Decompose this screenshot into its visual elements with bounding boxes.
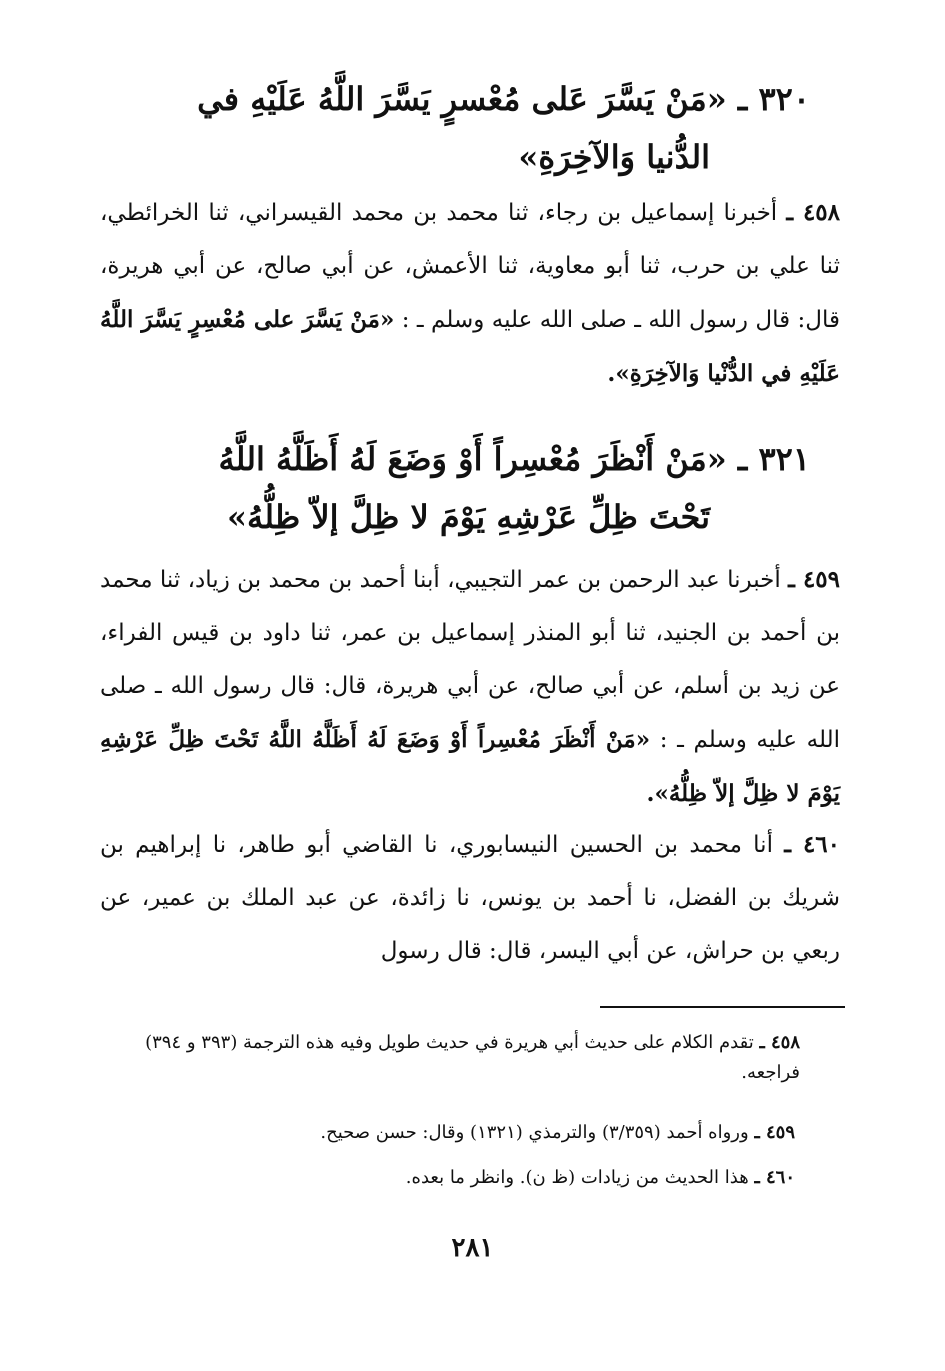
footnote-text: ورواه أحمد (٣/٣٥٩) والترمذي (١٣٢١) وقال: حسن صحيح.	[320, 1122, 749, 1143]
hadith-458	[100, 186, 840, 401]
heading-line	[170, 70, 810, 128]
hadith-number: ٤٥٩ ـ	[788, 566, 840, 593]
heading-line: تَحْتَ ظِلِّ عَرْشِهِ يَوْمَ لا ظِلَّ إلاّ ظِلُّهُ»	[227, 498, 710, 536]
heading-line: الدُّنيا وَالآخِرَةِ»	[518, 138, 710, 176]
section-number: ٣٢١ ـ	[737, 440, 810, 478]
heading-text: «مَنْ أَنْظَرَ مُعْسِراً أَوْ وَضَعَ لَهُ أَظَلَّهُ اللَّهُ	[218, 440, 727, 478]
hadith-text: أنا محمد بن الحسين النيسابوري، نا القاضي أبو طاهر، نا إبراهيم بن شريك بن الفضل، نا أحمد بن يونس، نا زائدة، عن عبد الملك بن عمير، عن ربعي بن حراش، عن أبي اليسر، قال: قال رسول	[100, 832, 840, 964]
page-number: ٢٨١	[451, 1233, 494, 1263]
footnote-text: تقدم الكلام على حديث أبي هريرة في حديث طويل وفيه هذه الترجمة (٣٩٣ و ٣٩٤) فراجعه.	[145, 1032, 800, 1083]
section-heading-320	[170, 70, 810, 186]
footnote-number: ٤٥٨ ـ	[759, 1032, 800, 1053]
footnote-number: ٤٥٩ ـ	[754, 1122, 795, 1143]
hadith-quote: «مَنْ أَنْظَرَ مُعْسِراً أَوْ وَضَعَ لَهُ أَظَلَّهُ اللَّهُ تَحْتَ ظِلِّ عَرْشِهِ يَوْمَ لا ظِلَّ إلاّ ظِلُّهُ».	[100, 726, 840, 807]
hadith-quote: «مَنْ يَسَّرَ على مُعْسِرٍ يَسَّرَ اللَّهُ عَلَيْهِ في الدُّنْيا وَالآخِرَةِ».	[100, 306, 840, 387]
footnote-459	[105, 1118, 795, 1148]
footnote-number: ٤٦٠ ـ	[754, 1167, 795, 1188]
hadith-text: أخبرنا إسماعيل بن رجاء، ثنا محمد بن محمد القيسراني، ثنا الخرائطي، ثنا علي بن حرب، ثنا أبو معاوية، ثنا الأعمش، عن أبي صالح، عن أبي هريرة، قال: قال رسول الله ـ صلى الله عليه وسلم ـ :	[100, 200, 840, 333]
footnote-text: هذا الحديث من زيادات (ظ ن). وانظر ما بعده.	[405, 1167, 749, 1188]
section-heading-321	[170, 430, 810, 546]
hadith-text: أخبرنا عبد الرحمن بن عمر التجيبي، أبنا أحمد بن محمد بن زياد، ثنا محمد بن أحمد بن الجنيد، ثنا أبو المنذر إسماعيل بن عمر، ثنا داود بن قيس الفراء، عن زيد بن أسلم، عن أبي صالح، عن أبي هريرة، قال: قال رسول الله ـ صلى الله عليه وسلم ـ :	[100, 567, 841, 753]
hadith-number: ٤٥٨ ـ	[786, 199, 840, 226]
footnote-460	[105, 1163, 795, 1193]
hadith-460	[100, 818, 840, 978]
section-number: ٣٢٠ ـ	[737, 80, 810, 118]
hadith-459	[100, 553, 840, 821]
heading-line	[170, 430, 810, 488]
hadith-number: ٤٦٠ ـ	[784, 831, 841, 858]
heading-text: «مَنْ يَسَّرَ عَلى مُعْسرٍ يَسَّرَ اللَّهُ عَلَيْهِ في	[197, 80, 727, 118]
footnote-separator	[600, 1006, 845, 1008]
footnote-458	[110, 1028, 800, 1088]
